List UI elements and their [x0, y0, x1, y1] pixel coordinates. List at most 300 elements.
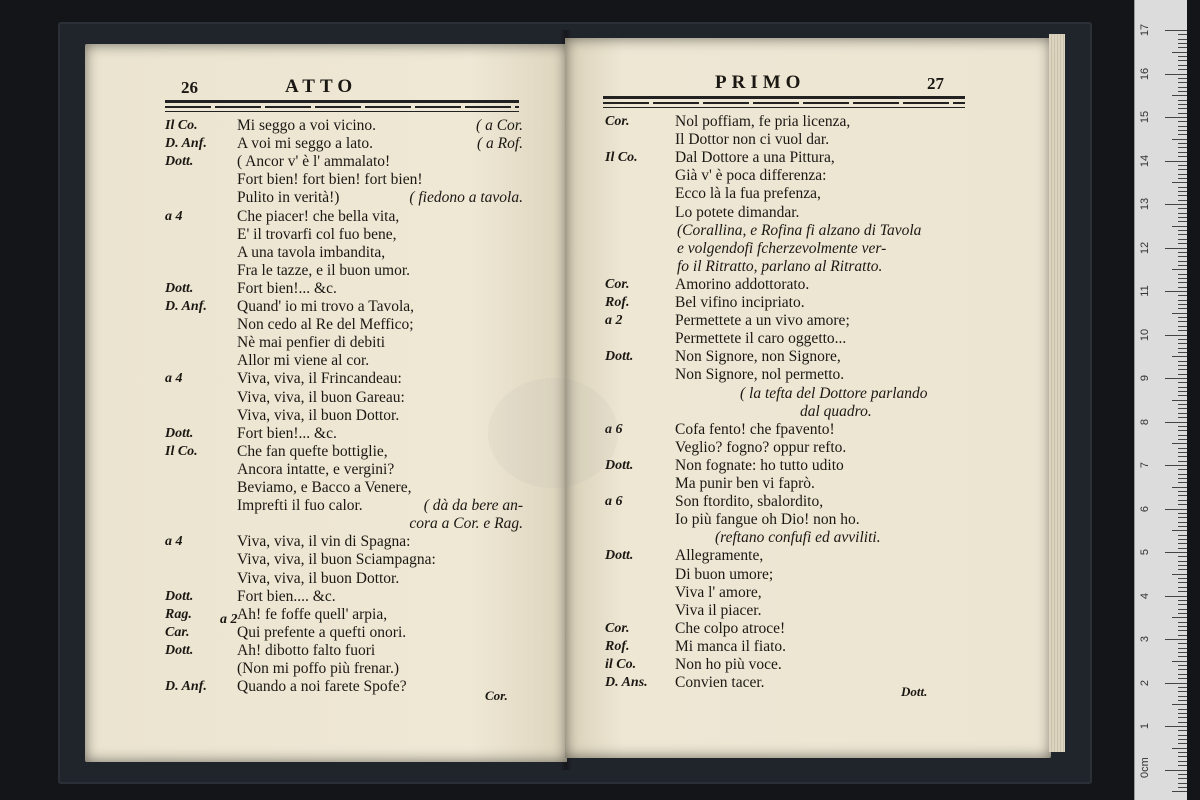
text-line [85, 152, 567, 171]
text-line [85, 333, 567, 352]
ruler-tick [1178, 691, 1187, 692]
text-line [565, 311, 1051, 330]
ruler-tick [1178, 361, 1187, 362]
verse-text: Pulito in verità!) [237, 189, 340, 207]
ruler-tick [1165, 204, 1187, 205]
header-rule-ornament [603, 102, 965, 104]
text-line [85, 550, 567, 569]
ruler-tick [1178, 643, 1187, 644]
verse-text: Fra le tazze, e il buon umor. [237, 261, 411, 279]
ruler-tick [1172, 139, 1187, 140]
ruler-tick [1178, 478, 1187, 479]
text-line [565, 601, 1051, 620]
verse-text: Io più fangue oh Dio! non ho. [675, 511, 860, 529]
ruler-tick [1178, 413, 1187, 414]
ruler-tick [1172, 748, 1187, 749]
ruler-tick [1165, 291, 1187, 292]
text-line [565, 637, 1051, 656]
speaker-label: D. Anf. [165, 679, 207, 695]
ruler-tick [1178, 374, 1187, 375]
text-line [565, 402, 1051, 421]
verse-text: Non Signore, nol permetto. [675, 366, 845, 384]
ruler-tick [1178, 221, 1187, 222]
text-line [85, 225, 567, 244]
right-page [565, 38, 1051, 758]
text-line [565, 528, 1051, 547]
verse-text: Il Dottor non ci vuol dar. [675, 131, 830, 149]
text-line [85, 369, 567, 388]
ruler-tick [1178, 435, 1187, 436]
ruler-number: 14 [1139, 154, 1151, 167]
text-line [85, 641, 567, 660]
ruler-tick [1178, 130, 1187, 131]
ruler-tick [1178, 256, 1187, 257]
verse-text: Viva, viva, il Frincandeau: [237, 370, 402, 388]
ruler-tick [1178, 648, 1187, 649]
ruler-tick [1178, 382, 1187, 383]
ruler-tick [1178, 713, 1187, 714]
speaker-label: Rag. [165, 606, 192, 622]
right-page-number: 27 [927, 74, 944, 93]
ruler-tick [1178, 147, 1187, 148]
ruler-tick [1178, 330, 1187, 331]
verse-text: Che fan quefte bottiglie, [237, 442, 388, 460]
ruler-tick [1178, 665, 1187, 666]
ruler-tick [1178, 461, 1187, 462]
right-page-header: PRIMO [715, 72, 806, 93]
text-line [565, 148, 1051, 167]
text-line [85, 569, 567, 588]
ruler-tick [1178, 735, 1187, 736]
ruler-tick [1178, 108, 1187, 109]
verse-text: Fort bien.... &c. [237, 587, 336, 605]
right-text-block [565, 112, 1051, 712]
verse-text: Viva, viva, il buon Dottor. [237, 406, 400, 424]
page-edges [1049, 34, 1065, 752]
speaker-label: D. Ans. [605, 675, 648, 691]
text-line [85, 388, 567, 407]
text-line [565, 184, 1051, 203]
verse-text: Ah! dibotto falto fuori [237, 641, 376, 659]
speaker-label: a 4 [165, 534, 183, 550]
ruler-tick [1172, 52, 1187, 53]
stage-direction: fo il Ritratto, parlano al Ritratto. [677, 257, 883, 275]
ruler-number: 11 [1139, 285, 1151, 297]
ruler-tick [1178, 448, 1187, 449]
ruler-tick [1178, 630, 1187, 631]
ruler-tick [1165, 639, 1187, 640]
ruler-tick [1178, 556, 1187, 557]
ruler-tick [1178, 213, 1187, 214]
ruler-number: 12 [1139, 241, 1151, 254]
left-catchword: Cor. [485, 688, 508, 703]
ruler-number: 17 [1139, 23, 1151, 37]
text-line [85, 315, 567, 334]
ruler-tick [1172, 226, 1187, 227]
ruler-tick [1178, 548, 1187, 549]
stage-direction: e volgendofi fcherzevolmente ver- [677, 239, 887, 257]
ruler-tick [1178, 774, 1187, 775]
ruler-tick [1165, 161, 1187, 162]
ruler-tick [1165, 248, 1187, 249]
ruler-tick [1178, 234, 1187, 235]
ruler-tick [1178, 622, 1187, 623]
ruler-tick [1178, 69, 1187, 70]
ruler-tick [1178, 156, 1187, 157]
ruler-tick [1165, 770, 1187, 771]
ruler-tick [1178, 317, 1187, 318]
ruler-tick [1178, 717, 1187, 718]
ruler-tick [1172, 95, 1187, 96]
ruler-tick [1178, 326, 1187, 327]
text-line [565, 221, 1051, 240]
ruler-tick [1178, 565, 1187, 566]
verse-text: Fort bien! fort bien! fort bien! [237, 171, 423, 189]
ruler-tick [1178, 408, 1187, 409]
left-page-header: ATTO [285, 76, 358, 97]
ruler-tick [1178, 743, 1187, 744]
text-line [565, 438, 1051, 457]
text-line [85, 623, 567, 642]
stage-direction: ( dà da bere an- [423, 497, 523, 515]
ruler-tick [1178, 200, 1187, 201]
text-line [85, 605, 567, 624]
ruler-tick [1178, 348, 1187, 349]
text-line [565, 166, 1051, 185]
verse-text: Veglio? fogno? oppur refto. [675, 438, 847, 456]
ruler-tick [1178, 47, 1187, 48]
ruler-tick [1178, 569, 1187, 570]
ruler-tick [1178, 783, 1187, 784]
text-line [85, 659, 567, 678]
ruler-tick [1178, 491, 1187, 492]
verse-text: Viva, viva, il buon Dottor. [237, 569, 400, 587]
text-line [565, 365, 1051, 384]
ruler-tick [1178, 696, 1187, 697]
ruler-tick [1165, 726, 1187, 727]
ruler-tick [1178, 169, 1187, 170]
text-line [85, 279, 567, 298]
ruler-tick [1178, 474, 1187, 475]
ruler-tick [1165, 335, 1187, 336]
verse-text: Mi manca il fiato. [675, 637, 787, 655]
ruler-tick [1178, 752, 1187, 753]
text-line [85, 134, 567, 153]
verse-text: Amorino addottorato. [675, 275, 810, 293]
text-line [565, 203, 1051, 222]
verse-text: Ah! fe foffe quell' arpia, [237, 605, 388, 623]
verse-text: Ma punir ben vi faprò. [675, 475, 815, 492]
text-line [565, 329, 1051, 348]
ruler-tick [1178, 60, 1187, 61]
stage-direction: ( a Cor. [476, 117, 523, 134]
stage-direction: cora a Cor. e Rag. [409, 515, 523, 533]
text-line [85, 514, 567, 533]
text-line [85, 460, 567, 479]
ruler-tick [1165, 422, 1187, 423]
speaker-label: Dott. [165, 154, 194, 170]
ruler-tick [1178, 265, 1187, 266]
ruler-tick [1178, 261, 1187, 262]
ruler-tick [1178, 165, 1187, 166]
ruler-tick [1165, 378, 1187, 379]
ruler-tick [1178, 543, 1187, 544]
ruler-tick [1178, 430, 1187, 431]
text-line [565, 510, 1051, 529]
verse-text: Quand' io mi trovo a Tavola, [237, 298, 415, 315]
ruler-tick [1178, 787, 1187, 788]
ruler-tick [1178, 134, 1187, 135]
ruler-tick [1165, 509, 1187, 510]
speaker-label: Cor. [605, 114, 630, 129]
text-line [565, 655, 1051, 674]
ruler-number: 2 [1139, 679, 1151, 686]
ruler-tick [1178, 778, 1187, 779]
verse-text: Fort bien!... &c. [237, 424, 337, 442]
ruler-tick [1178, 613, 1187, 614]
museum-watermark [488, 378, 618, 488]
text-line [565, 456, 1051, 475]
verse-text: A una tavola imbandita, [237, 243, 386, 261]
verse-text: Imprefti il fuo calor. [237, 497, 363, 515]
ruler-tick [1178, 504, 1187, 505]
ruler-tick [1178, 482, 1187, 483]
text-line [565, 565, 1051, 584]
a2-mark: a 2 [220, 612, 238, 627]
ruler-tick [1178, 321, 1187, 322]
ruler-tick [1178, 308, 1187, 309]
text-line [85, 243, 567, 262]
ruler-tick [1178, 78, 1187, 79]
ruler-tick [1178, 587, 1187, 588]
right-catchword: Dott. [901, 684, 928, 699]
ruler-tick [1178, 500, 1187, 501]
ruler-tick [1172, 791, 1187, 792]
ruler-tick [1178, 561, 1187, 562]
left-page [85, 44, 567, 762]
ruler-tick [1178, 426, 1187, 427]
ruler-tick [1165, 596, 1187, 597]
ruler-number: 16 [1139, 67, 1151, 80]
speaker-label: Rof. [605, 295, 630, 310]
ruler-tick [1178, 439, 1187, 440]
ruler-tick [1178, 391, 1187, 392]
text-line [565, 275, 1051, 294]
verse-text: Bel vifino incipriato. [675, 294, 805, 311]
ruler-number: 1 [1139, 722, 1151, 730]
verse-text: Già v' è poca differenza: [675, 167, 827, 185]
text-line [565, 293, 1051, 312]
stage-direction: ( fiedono a tavola. [409, 189, 523, 207]
verse-text: Ancora intatte, e vergini? [237, 460, 395, 478]
verse-text: Lo potete dimandar. [675, 203, 800, 221]
ruler-tick [1178, 626, 1187, 627]
ruler-tick [1165, 30, 1187, 31]
ruler-number: 5 [1139, 548, 1151, 556]
verse-text: Mi seggo a voi vicino. [237, 117, 377, 134]
ruler-tick [1178, 730, 1187, 731]
ruler-tick [1178, 126, 1187, 127]
speaker-label: a 6 [605, 494, 623, 510]
ruler-tick [1172, 313, 1187, 314]
ruler-tick [1178, 722, 1187, 723]
verse-text: Nol poffiam, fe pria licenza, [675, 113, 851, 130]
ruler-tick [1178, 678, 1187, 679]
left-page-number: 26 [181, 78, 198, 97]
verse-text: (Non mi poffo più frenar.) [237, 660, 399, 677]
ruler-tick [1172, 617, 1187, 618]
ruler-number: 0cm [1139, 756, 1151, 778]
speaker-label: a 4 [165, 371, 183, 387]
ruler-tick [1178, 674, 1187, 675]
ruler-tick [1178, 387, 1187, 388]
verse-text: Nè mai penfier di debiti [237, 334, 386, 352]
ruler-number: 13 [1139, 197, 1151, 211]
speaker-label: Dott. [605, 457, 634, 473]
text-line [565, 384, 1051, 403]
text-line [85, 496, 567, 515]
ruler-tick [1178, 417, 1187, 418]
ruler-tick [1178, 113, 1187, 114]
verse-text: Non ho più voce. [675, 656, 782, 673]
ruler-tick [1178, 191, 1187, 192]
verse-text: Non fognate: ho tutto udito [675, 456, 844, 474]
ruler-tick [1178, 456, 1187, 457]
verse-text: Viva, viva, il buon Sciampagna: [237, 551, 436, 569]
ruler-tick [1178, 121, 1187, 122]
ruler-tick [1165, 465, 1187, 466]
text-line [565, 239, 1051, 258]
ruler-tick [1178, 352, 1187, 353]
ruler-tick [1178, 178, 1187, 179]
ruler-tick [1165, 117, 1187, 118]
ruler-tick [1178, 34, 1187, 35]
ruler-tick [1178, 687, 1187, 688]
ruler-tick [1165, 552, 1187, 553]
verse-text: Convien tacer. [675, 674, 765, 692]
stage-direction: (Corallina, e Rofina fi alzano di Tavola [677, 221, 922, 239]
ruler-tick [1178, 187, 1187, 188]
speaker-label: Dott. [165, 280, 194, 296]
verse-text: E' il trovarfi col fuo bene, [237, 225, 397, 243]
ruler-tick [1178, 174, 1187, 175]
text-line [565, 619, 1051, 638]
verse-text: Viva il piacer. [675, 601, 762, 619]
ruler-tick [1172, 574, 1187, 575]
ruler-tick [1172, 661, 1187, 662]
text-line [85, 478, 567, 497]
text-line [565, 130, 1051, 149]
speaker-label: Dott. [605, 548, 634, 564]
ruler-number: 9 [1139, 374, 1151, 382]
speaker-label: Rof. [605, 638, 630, 654]
verse-text: Son ftordito, sbalordito, [675, 493, 824, 511]
ruler-tick [1178, 609, 1187, 610]
ruler-tick [1178, 756, 1187, 757]
speaker-label: Dott. [165, 425, 194, 441]
ruler-number: 4 [1139, 592, 1151, 599]
ruler-tick [1178, 739, 1187, 740]
ruler-tick [1178, 495, 1187, 496]
ruler-tick [1172, 400, 1187, 401]
ruler-tick [1172, 269, 1187, 270]
ruler-tick [1178, 365, 1187, 366]
verse-text: Che piacer! che bella vita, [237, 207, 400, 225]
ruler-tick [1178, 195, 1187, 196]
text-line [85, 532, 567, 551]
ruler-tick [1172, 356, 1187, 357]
verse-text: Dal Dottore a una Pittura, [675, 149, 835, 167]
text-line [565, 347, 1051, 366]
ruler-tick [1165, 683, 1187, 684]
text-line [85, 587, 567, 606]
ruler-tick [1178, 274, 1187, 275]
ruler-tick [1178, 230, 1187, 231]
verse-text: Viva, viva, il buon Gareau: [237, 388, 405, 406]
speaker-label: Dott. [605, 349, 634, 365]
ruler-tick [1178, 604, 1187, 605]
ruler-tick [1178, 700, 1187, 701]
ruler-tick [1172, 182, 1187, 183]
ruler-tick [1178, 404, 1187, 405]
text-line [565, 583, 1051, 602]
measurement-ruler [1134, 0, 1187, 800]
stage-direction: dal quadro. [800, 402, 872, 420]
speaker-label: il Co. [605, 657, 637, 672]
speaker-label: Cor. [605, 620, 630, 636]
ruler-tick [1178, 635, 1187, 636]
ruler-number: 3 [1139, 635, 1151, 643]
text-line [85, 207, 567, 226]
text-line [85, 116, 567, 135]
verse-text: Beviamo, e Bacco a Venere, [237, 479, 412, 496]
ruler-tick [1178, 339, 1187, 340]
speaker-label: Il Co. [605, 150, 638, 166]
ruler-tick [1178, 300, 1187, 301]
ruler-tick [1178, 452, 1187, 453]
verse-text: Allegramente, [675, 547, 764, 565]
ruler-tick [1178, 652, 1187, 653]
ruler-tick [1178, 91, 1187, 92]
verse-text: Viva, viva, il vin di Spagna: [237, 533, 411, 551]
ruler-tick [1178, 100, 1187, 101]
ruler-tick [1178, 395, 1187, 396]
ruler-tick [1178, 709, 1187, 710]
text-line [565, 420, 1051, 439]
text-line [85, 297, 567, 316]
ruler-number: 8 [1139, 418, 1151, 425]
verse-text: A voi mi seggo a lato. [237, 135, 374, 153]
stage-direction: (reftano confufi ed avviliti. [715, 529, 881, 547]
header-rule-thin [165, 111, 519, 112]
ruler-tick [1178, 287, 1187, 288]
text-line [85, 170, 567, 189]
text-line [85, 261, 567, 280]
ruler-tick [1178, 526, 1187, 527]
speaker-label: Il Co. [165, 118, 198, 133]
ruler-tick [1178, 252, 1187, 253]
speaker-label: Dott. [165, 588, 194, 604]
ruler-tick [1178, 539, 1187, 540]
stage-direction: ( la tefta del Dottore parlando [740, 384, 928, 402]
ruler-tick [1178, 522, 1187, 523]
ruler-tick [1178, 582, 1187, 583]
ruler-tick [1178, 152, 1187, 153]
text-line [85, 188, 567, 207]
verse-text: Di buon umore; [675, 565, 774, 583]
speaker-label: a 4 [165, 208, 183, 224]
ruler-number: 15 [1139, 110, 1151, 124]
